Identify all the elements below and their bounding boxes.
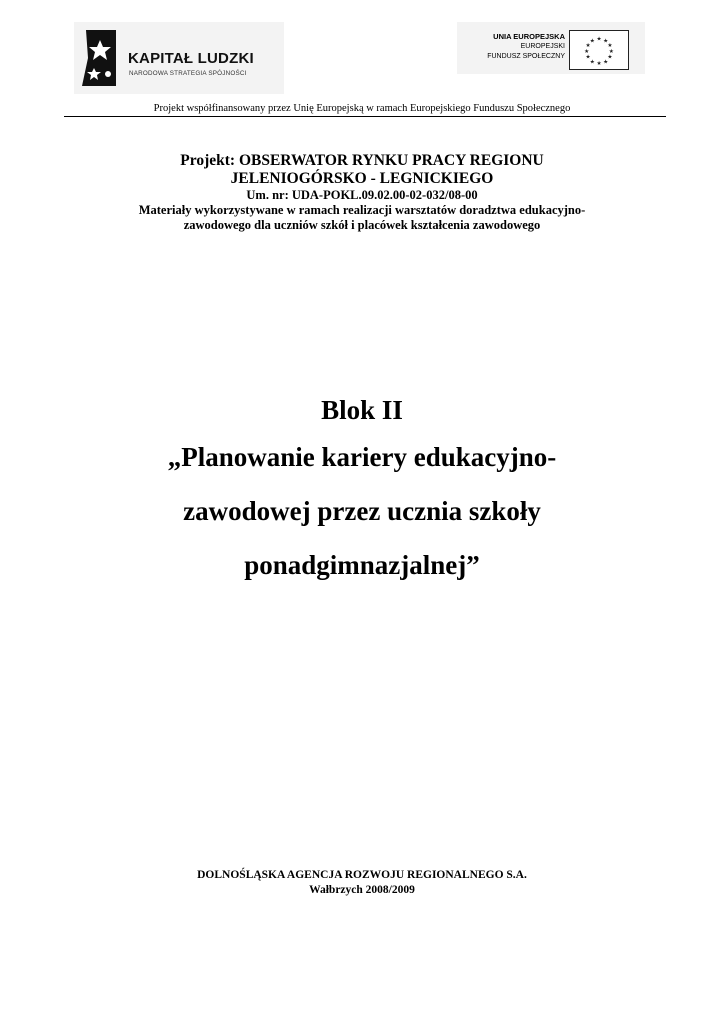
svg-text:★: ★ bbox=[589, 59, 595, 66]
document-footer bbox=[0, 868, 724, 898]
cofinancing-note: Projekt współfinansowany przez Unię Europejską w ramach Europejskiego Funduszu Społecznego bbox=[153, 103, 571, 114]
logo-title: KAPITAŁ LUDZKI bbox=[128, 50, 254, 67]
materials-note-line1: Materiały wykorzystywane w ramach realizacji warsztatów doradztwa edukacyjno- bbox=[138, 203, 586, 217]
eu-logo-line2: EUROPEJSKI bbox=[520, 43, 565, 50]
kapital-ludzki-logo bbox=[74, 22, 284, 94]
svg-text:★: ★ bbox=[603, 59, 609, 66]
place-year: Wałbrzych 2008/2009 bbox=[309, 884, 415, 896]
project-region: JELENIOGÓRSKO - LEGNICKIEGO bbox=[230, 170, 494, 187]
eu-logo bbox=[457, 22, 645, 74]
title-line-3: ponadgimnazjalnej” bbox=[244, 550, 480, 580]
title-line-2: zawodowej przez ucznia szkoły bbox=[183, 496, 541, 526]
svg-text:★: ★ bbox=[584, 48, 590, 55]
svg-text:★: ★ bbox=[596, 61, 602, 68]
svg-text:★: ★ bbox=[585, 43, 591, 50]
eu-logo-text bbox=[487, 32, 565, 62]
title-line-1: „Planowanie kariery edukacyjno- bbox=[167, 442, 557, 472]
logo-subtitle: NARODOWA STRATEGIA SPÓJNOŚCI bbox=[129, 70, 247, 77]
agency-name: DOLNOŚLĄSKA AGENCJA ROZWOJU REGIONALNEGO S.A. bbox=[197, 869, 527, 881]
eu-logo-line3: FUNDUSZ SPOŁECZNY bbox=[487, 53, 565, 60]
svg-text:★: ★ bbox=[596, 36, 602, 43]
kapital-ludzki-logo-icon bbox=[80, 28, 118, 88]
eu-flag-icon bbox=[569, 30, 629, 70]
project-header bbox=[0, 152, 724, 233]
document-title bbox=[0, 390, 724, 592]
svg-text:★: ★ bbox=[603, 38, 609, 45]
header-divider bbox=[64, 116, 666, 117]
svg-text:★: ★ bbox=[608, 48, 614, 55]
svg-text:★: ★ bbox=[585, 54, 591, 61]
svg-text:★: ★ bbox=[607, 54, 613, 61]
svg-text:★: ★ bbox=[607, 43, 613, 50]
svg-text:★: ★ bbox=[589, 38, 595, 45]
project-name: Projekt: OBSERWATOR RYNKU PRACY REGIONU bbox=[180, 152, 544, 169]
block-label: Blok II bbox=[321, 395, 403, 425]
contract-number: Um. nr: UDA-POKL.09.02.00-02-032/08-00 bbox=[246, 188, 478, 202]
eu-logo-line1: UNIA EUROPEJSKA bbox=[493, 32, 565, 41]
materials-note-line2: zawodowego dla uczniów szkół i placówek kształcenia zawodowego bbox=[183, 218, 541, 232]
